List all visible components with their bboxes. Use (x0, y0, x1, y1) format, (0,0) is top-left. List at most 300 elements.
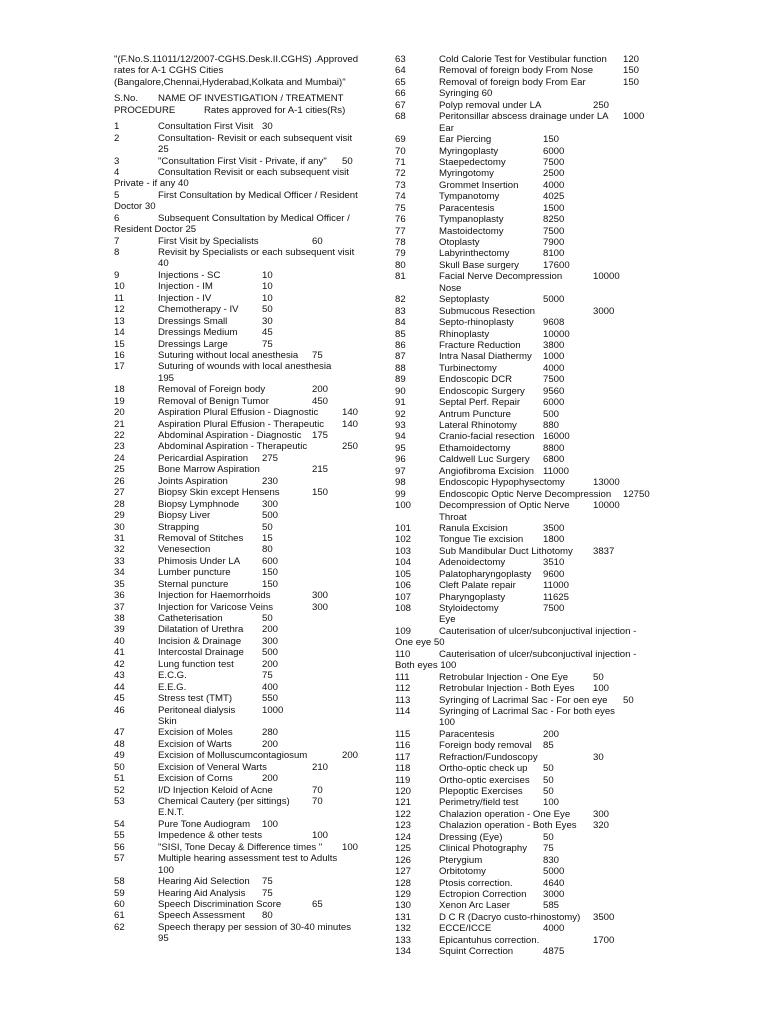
row-content (439, 786, 657, 797)
row-content (439, 134, 657, 145)
table-row (114, 236, 386, 247)
row-number: 26 (114, 475, 125, 487)
procedure-name: Incision & Drainage (158, 635, 242, 647)
table-row (395, 729, 657, 740)
rate-value: 210 (312, 761, 329, 773)
row-content (439, 260, 657, 271)
rate-value: 10 (262, 281, 273, 293)
procedure-name: Injection for Varicose Veins (158, 601, 274, 613)
row-content (439, 180, 657, 191)
left-column (114, 54, 386, 945)
rate-value: 8250 (543, 214, 565, 226)
rate-value: 10000 (543, 328, 570, 340)
row-number: 10 (114, 281, 125, 293)
table-row (395, 317, 657, 328)
procedure-name: Lateral Rhinotomy (439, 420, 517, 431)
rate-value: 150 (543, 134, 560, 146)
row-content (158, 476, 386, 487)
rate-value: 80 (262, 910, 273, 922)
row-content (439, 214, 657, 225)
rate-value: 400 (262, 681, 279, 693)
procedure-name: Caldwell Luc Surgery (439, 454, 530, 466)
row-content (439, 226, 657, 237)
rate-value: 300 (312, 601, 329, 613)
row-content (439, 466, 657, 477)
row-number: 13 (114, 315, 125, 327)
procedure-name: Hearing Aid Analysis (158, 887, 246, 899)
row-content (158, 773, 386, 784)
procedure-name: Aspiration Plural Effusion - Diagnostic (158, 407, 319, 419)
row-content (158, 167, 386, 178)
row-number: 96 (395, 454, 406, 466)
table-row (395, 123, 657, 134)
table-row (395, 431, 657, 442)
table-row (395, 775, 657, 786)
row-content (439, 374, 657, 385)
row-number: 124 (395, 831, 412, 843)
table-row (395, 409, 657, 420)
table-row (395, 306, 657, 317)
rate-value: 150 (262, 578, 279, 590)
row-content (439, 843, 657, 854)
rate-value: 17600 (543, 259, 570, 271)
row-content (439, 100, 657, 111)
row-content (439, 306, 657, 317)
rate-value: 100 (262, 818, 279, 830)
table-row (395, 900, 657, 911)
row-content (158, 853, 386, 864)
row-number: 127 (395, 866, 412, 878)
row-content (439, 237, 657, 248)
row-number: 50 (114, 761, 125, 773)
table-row (395, 157, 657, 168)
row-number: 19 (114, 395, 125, 407)
row-content (158, 819, 386, 830)
rate-value: 50 (342, 155, 353, 167)
rate-value: 7500 (543, 603, 565, 614)
row-number: 102 (395, 534, 412, 546)
rate-value: 5000 (543, 866, 565, 878)
rate-value: 830 (543, 854, 560, 866)
rate-value: 60 (312, 235, 323, 247)
rate-value: 550 (262, 693, 279, 705)
row-number: 90 (395, 385, 406, 397)
rate-value: 200 (262, 658, 279, 670)
row-number: 89 (395, 374, 406, 386)
table-row (395, 111, 657, 122)
procedure-name: Septal Perf. Repair (439, 397, 521, 409)
row-number (114, 807, 158, 818)
header-text: Rates approved for A-1 cities(Rs) (204, 104, 346, 116)
row-number: 134 (395, 946, 412, 958)
row-content (439, 157, 657, 168)
procedure-name: Mastoidectomy (439, 225, 504, 237)
table-row (395, 752, 657, 763)
table-row (395, 546, 657, 557)
table-row (114, 659, 386, 670)
procedure-name: Endoscopic Hypophysectomy (439, 477, 565, 489)
row-content (158, 270, 386, 281)
table-row (395, 592, 657, 603)
row-number: 49 (114, 750, 125, 762)
rate-value: 4640 (543, 877, 565, 889)
table-row (395, 843, 657, 854)
rate-value: 140 (342, 407, 359, 419)
row-content (439, 203, 657, 214)
table-row (395, 614, 657, 625)
row-number: 70 (395, 145, 406, 157)
procedure-name: Styloidectomy (439, 603, 499, 614)
table-row (114, 167, 386, 178)
row-content (158, 590, 386, 601)
procedure-name: Cauterisation of ulcer/subconjuctival injection - (439, 625, 637, 637)
continuation-line: Doctor 30 (114, 201, 156, 213)
row-content (158, 922, 386, 933)
table-row (395, 443, 657, 454)
table-row (114, 853, 386, 864)
table-row (114, 750, 386, 761)
header-row (114, 93, 386, 104)
rate-value: 50 (543, 763, 554, 775)
procedure-name: Grommet Insertion (439, 179, 519, 191)
table-row (114, 636, 386, 647)
row-number: 11 (114, 292, 124, 304)
procedure-name: Stress test (TMT) (158, 693, 233, 705)
table-row (114, 796, 386, 807)
procedure-name: Syringing 60 (439, 88, 493, 100)
rate-value: 300 (593, 808, 610, 820)
row-number: 117 (395, 751, 411, 763)
row-number: 61 (114, 910, 125, 922)
row-number: 29 (114, 510, 125, 522)
row-number: 130 (395, 900, 412, 912)
row-number: 60 (114, 898, 125, 910)
table-row (395, 935, 657, 946)
rate-value: 10000 (593, 500, 620, 512)
row-content (158, 213, 386, 224)
row-content (439, 900, 657, 911)
table-row (114, 144, 386, 155)
procedure-name: Syringing of Lacrimal Sac - For both eyes (439, 705, 615, 717)
row-number: 27 (114, 487, 125, 499)
procedure-name: Ethamoidectomy (439, 442, 511, 454)
row-content (158, 705, 386, 716)
row-content (439, 534, 657, 545)
right-column (395, 54, 657, 958)
row-content (158, 293, 386, 304)
procedure-name: "SISI, Tone Decay & Difference times " (158, 841, 323, 853)
rate-value: 250 (593, 99, 610, 111)
row-number: 72 (395, 168, 406, 180)
procedure-name: Removal of foreign body From Ear (439, 76, 586, 88)
table-row (114, 865, 386, 876)
rate-value: 1000 (543, 351, 565, 363)
rate-value: 230 (262, 475, 279, 487)
table-row (395, 134, 657, 145)
row-content (158, 613, 386, 624)
row-number: 75 (395, 202, 406, 214)
procedure-name: Removal of Foreign body (158, 384, 266, 396)
row-content (158, 327, 386, 338)
row-number: 103 (395, 545, 412, 557)
procedure-name: Dilatation of Urethra (158, 624, 244, 636)
row-number: 81 (395, 271, 406, 283)
row-content (439, 695, 657, 706)
table-row (114, 705, 386, 716)
procedure-name: Angiofibroma Excision (439, 465, 534, 477)
rate-value: 11625 (543, 591, 569, 603)
row-number (114, 258, 158, 269)
row-number: 128 (395, 877, 412, 889)
row-content (158, 933, 386, 944)
row-content (158, 899, 386, 910)
rate-value: 9608 (543, 317, 565, 329)
row-number (395, 283, 439, 294)
row-content (439, 672, 657, 683)
table-row (395, 168, 657, 179)
procedure-name: Ortho-optic exercises (439, 774, 530, 786)
table-row (114, 270, 386, 281)
row-content (158, 888, 386, 899)
row-content (158, 258, 386, 269)
row-content (158, 133, 386, 144)
procedure-name: Chalazion operation - Both Eyes (439, 820, 577, 832)
procedure-name: Consultation Revisit or each subsequent visit (158, 166, 349, 178)
row-number: 22 (114, 430, 125, 441)
table-row (114, 785, 386, 796)
procedure-name: Biopsy Lymphnode (158, 498, 240, 510)
table-row (395, 855, 657, 866)
row-number: 119 (395, 774, 411, 786)
row-content (439, 397, 657, 408)
row-content (439, 649, 657, 660)
procedure-name: Bone Marrow Aspiration (158, 464, 260, 476)
row-content (439, 626, 657, 637)
procedure-name: 40 (158, 258, 169, 270)
table-row (395, 477, 657, 488)
row-number: 46 (114, 704, 125, 716)
rate-value: 120 (623, 54, 640, 65)
row-number: 111 (395, 671, 410, 683)
procedure-name: Clinical Photography (439, 843, 527, 855)
rate-value: 15 (262, 532, 273, 544)
table-row (395, 740, 657, 751)
procedure-name: Endoscopic DCR (439, 374, 513, 386)
table-row (114, 339, 386, 350)
procedure-name: Excision of Veneral Warts (158, 761, 267, 773)
procedure-name: Otoplasty (439, 237, 480, 248)
row-number: 32 (114, 544, 125, 556)
row-number: 79 (395, 248, 406, 260)
procedure-name: Tongue Tie excision (439, 534, 524, 546)
row-content (158, 876, 386, 887)
rate-value: 500 (543, 408, 560, 420)
row-content (439, 775, 657, 786)
table-row (395, 283, 657, 294)
continuation-line: Resident Doctor 25 (114, 224, 197, 236)
table-row (114, 876, 386, 887)
rate-value: 585 (543, 900, 560, 912)
row-content (158, 236, 386, 247)
row-number: 58 (114, 876, 125, 888)
table-row (395, 923, 657, 934)
procedure-name: Speech Discrimination Score (158, 898, 282, 910)
row-content (158, 247, 386, 258)
row-content (439, 443, 657, 454)
rate-value: 7900 (543, 237, 565, 248)
row-content (158, 659, 386, 670)
rate-value: 880 (543, 420, 560, 431)
table-row (395, 203, 657, 214)
row-number: 101 (395, 522, 412, 534)
procedure-name: Ectropion Correction (439, 888, 527, 900)
intro-line: (Bangalore,Chennai,Hyderabad,Kolkata and Mumbai)" (114, 76, 346, 88)
table-row (395, 523, 657, 534)
table-row (114, 430, 386, 441)
rate-value: 320 (593, 820, 610, 832)
procedure-name: Epicantuhus correction. (439, 934, 540, 946)
row-number: 83 (395, 305, 406, 317)
table-row (114, 213, 386, 224)
procedure-name: Dressings Large (158, 338, 228, 350)
table-row (114, 281, 386, 292)
row-number: 78 (395, 237, 406, 248)
rate-value: 10000 (593, 271, 620, 283)
rate-value: 12750 (623, 488, 650, 500)
procedure-name: Peritoneal dialysis (158, 704, 236, 716)
procedure-name: Ortho-optic check up (439, 763, 528, 775)
procedure-name: Venesection (158, 544, 211, 556)
row-content (158, 453, 386, 464)
procedure-name: Injection for Haemorrhoids (158, 590, 271, 602)
procedure-name: Paracentesis (439, 202, 495, 214)
procedure-name: Removal of Benign Tumor (158, 395, 269, 407)
row-number (395, 614, 439, 625)
rate-value: 7500 (543, 374, 565, 386)
header-label: PROCEDURE (114, 104, 176, 116)
rate-value: 45 (262, 327, 273, 339)
row-number: 24 (114, 452, 125, 464)
row-content (439, 88, 657, 99)
row-number: 114 (395, 705, 411, 717)
rate-value: 1000 (262, 704, 284, 716)
rate-value: 8800 (543, 442, 565, 454)
row-content (158, 739, 386, 750)
table-row (114, 304, 386, 315)
rate-value: 6000 (543, 145, 565, 157)
row-content (158, 579, 386, 590)
row-content (439, 923, 657, 934)
procedure-name: Removal of foreign body From Nose (439, 65, 594, 77)
procedure-name: Myringotomy (439, 168, 494, 180)
table-row (395, 363, 657, 374)
row-content (439, 363, 657, 374)
rate-value: 1500 (543, 202, 565, 214)
row-content (439, 729, 657, 740)
right-rate-list (395, 54, 657, 958)
row-content (158, 693, 386, 704)
procedure-name: Plepoptic Exercises (439, 786, 523, 797)
procedure-name: Skin (158, 715, 177, 727)
procedure-name: ECCE/ICCE (439, 923, 492, 935)
row-number (114, 716, 158, 727)
table-row (114, 133, 386, 144)
row-content (439, 946, 657, 957)
row-number (114, 933, 158, 944)
row-content (439, 592, 657, 603)
rate-value: 80 (262, 544, 273, 556)
procedure-name: 95 (158, 933, 169, 945)
row-number: 100 (395, 500, 412, 512)
table-row (114, 613, 386, 624)
procedure-name: Subsequent Consultation by Medical Officer / (158, 212, 350, 224)
procedure-name: Ear Piercing (439, 134, 492, 146)
row-content (439, 752, 657, 763)
row-content (158, 419, 386, 430)
row-number: 14 (114, 327, 125, 339)
row-content (439, 329, 657, 340)
row-content (439, 191, 657, 202)
procedure-name: Excision of Warts (158, 738, 232, 750)
row-number: 118 (395, 763, 411, 775)
rate-value: 10 (262, 269, 273, 281)
row-content (439, 832, 657, 843)
row-number: 65 (395, 76, 406, 88)
row-content (439, 855, 657, 866)
rate-value: 65 (312, 898, 323, 910)
procedure-name: Biopsy Liver (158, 510, 211, 522)
row-content (158, 727, 386, 738)
rate-value: 6000 (543, 397, 565, 409)
rate-value: 3837 (593, 545, 615, 557)
rate-value: 5000 (543, 294, 565, 306)
table-row (395, 683, 657, 694)
row-content (158, 556, 386, 567)
procedure-name: Suturing without local anesthesia (158, 349, 299, 361)
table-row (395, 946, 657, 957)
procedure-name: Catheterisation (158, 613, 223, 624)
row-content (439, 569, 657, 580)
row-number: 121 (395, 797, 412, 809)
table-row (114, 624, 386, 635)
rate-value: 85 (543, 740, 554, 752)
row-content (439, 866, 657, 877)
row-content (158, 510, 386, 521)
row-number: 36 (114, 590, 125, 602)
procedure-name: Excision of Molluscumcontagiosum (158, 750, 308, 762)
row-number: 44 (114, 681, 125, 693)
row-number: 109 (395, 625, 412, 637)
row-number: 105 (395, 568, 412, 580)
table-row (114, 910, 386, 921)
procedure-name: Retrobular Injection - One Eye (439, 671, 569, 683)
row-number: 37 (114, 601, 125, 613)
procedure-name: Peritonsillar abscess drainage under LA (439, 111, 609, 123)
row-content (158, 350, 386, 361)
procedure-name: Hearing Aid Selection (158, 876, 250, 888)
procedure-name: Endoscopic Surgery (439, 385, 525, 397)
table-row (114, 384, 386, 395)
procedure-name: Orbitotomy (439, 866, 486, 878)
row-number: 126 (395, 854, 412, 866)
row-content (158, 647, 386, 658)
row-content (439, 763, 657, 774)
table-row (395, 351, 657, 362)
rate-value: 3510 (543, 557, 565, 569)
row-number: 12 (114, 304, 125, 316)
table-row (395, 580, 657, 591)
row-content (158, 522, 386, 533)
